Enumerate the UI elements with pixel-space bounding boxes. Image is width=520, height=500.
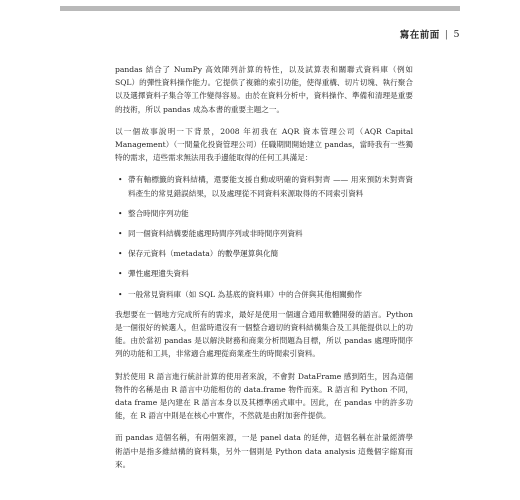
list-item [115, 247, 413, 260]
top-rule [60, 6, 460, 11]
paragraph-name-origin: 而 pandas 這個名稱，有兩個來源，一是 panel data 的延伸，這個名稱在計量經濟學術語中是指多維結構的資料集，另外一個則是 Python data analysis 這幾個字縮寫而來。 [115, 433, 413, 469]
list-item-text: 保存元資料（metadata）的數學運算與化簡 [128, 249, 279, 259]
list-item [115, 227, 413, 240]
list-item [115, 207, 413, 220]
bullet-icon: • [118, 208, 123, 218]
section-title: 寫在前面 [399, 30, 440, 41]
paragraph-python-choice: 我想要在一個地方完成所有的需求，最好是使用一個適合通用軟體開發的語言。Python 是一個很好的候選人，但當時還沒有一個整合適切的資料結構集合及工具能提供以上的功能。由於當初 pandas 是以解決財務和商業分析問題為目標，所以 pandas 處理時間序列的功能和工具，非常適合處理從商業產生的時間索引資料。 [115, 309, 413, 359]
bullet-icon: • [118, 269, 123, 279]
paragraph-pandas-overview: pandas 結合了 NumPy 高效陣列計算的特性，以及試算表和關聯式資料庫（例如 SQL）的彈性資料操作能力。它提供了複雜的索引功能，使得重構、切片切塊、執行聚合以及選擇資料子集合等工作變得容易。由於在資料分析中，資料操作、準備和清理是重要的技術，所以 pandas 成為本書的重要主題之一。 [115, 65, 413, 114]
bullet-icon: • [118, 175, 123, 185]
page-body [115, 63, 413, 480]
header-separator: | [444, 28, 449, 40]
requirements-list [115, 173, 413, 300]
list-item [115, 173, 413, 199]
list-item [115, 267, 413, 280]
bullet-icon: • [118, 249, 123, 259]
page-number: 5 [453, 28, 460, 40]
running-head [400, 27, 460, 41]
bullet-icon: • [118, 289, 123, 299]
list-item-text: 同一個資料結構要能處理時間序列或非時間序列資料 [128, 229, 303, 239]
bullet-icon: • [118, 229, 123, 239]
list-item-text: 一般常見資料庫（如 SQL 為基底的資料庫）中的合併與其他相關動作 [128, 289, 362, 299]
list-item-text: 整合時間序列功能 [128, 208, 189, 218]
list-item-text: 帶有軸標籤的資料結構，還要能支援自動或明確的資料對齊 —— 用來預防未對齊資料產生的常見錯誤結果，以及處理從不同資料來源取得的不同索引資料 [128, 175, 413, 198]
list-item-text: 彈性處理遺失資料 [128, 269, 189, 279]
paragraph-background: 以一個故事說明一下背景，2008 年初我在 AQR 資本管理公司（AQR Capital Management）（一間量化投資管理公司）任職期間開始建立 pandas，當時我有一些獨特的需求，這些需求無法用我手邊能取得的任何工具滿足： [115, 126, 413, 163]
paragraph-r-dataframe: 對於使用 R 語言進行統計計算的使用者來說，不會對 DataFrame 感到陌生，因為這個物件的名稱是由 R 語言中功能相仿的 data.frame 物件而來。R 語言和 Python 不同，data frame 是內建在 R 語言本身以及其標準函式庫中。因此，在 pandas 中的許多功能，在 R 語言中則是在核心中實作，不然就是由附加套件提供。 [115, 371, 413, 421]
list-item [115, 288, 413, 301]
